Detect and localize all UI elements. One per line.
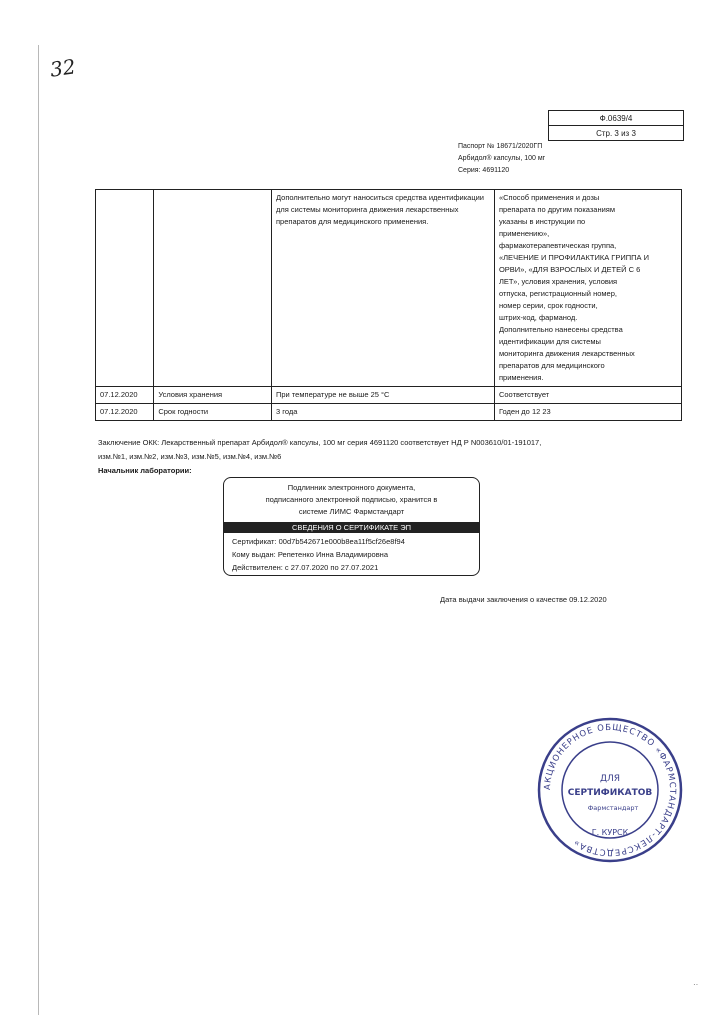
row3-result: Годен до 12 23 xyxy=(494,404,681,421)
row1-requirement: Дополнительно могут наноситься средства идентификации для системы мониторинга движения лекарственных препаратов для медицинского применения. xyxy=(272,190,495,387)
margin-line xyxy=(38,45,39,1015)
company-seal xyxy=(535,715,685,865)
conclusion xyxy=(98,436,618,478)
row2-requirement: При температуре не выше 25 °С xyxy=(272,387,495,404)
row3-date: 07.12.2020 xyxy=(96,404,154,421)
result-line: «Способ применения и дозы xyxy=(498,193,600,202)
stamp-head-1: Подлинник электронного документа, xyxy=(287,483,416,492)
row3-name: Срок годности xyxy=(154,404,272,421)
row2-name: Условия хранения xyxy=(154,387,272,404)
stamp-cert-header: СВЕДЕНИЯ О СЕРТИФИКАТЕ ЭП xyxy=(224,522,479,533)
stamp-cert-number: Сертификат: 00d7b542671e000b8ea11f5cf26e8f94 xyxy=(232,537,405,546)
stamp-issued-to: Кому выдан: Репетенко Инна Владимировна xyxy=(232,550,388,559)
table-row xyxy=(96,190,682,387)
row1-date xyxy=(96,190,154,387)
stamp-validity: Действителен: с 27.07.2020 по 27.07.2021 xyxy=(232,563,379,572)
seal-ring-text: АКЦИОНЕРНОЕ ОБЩЕСТВО «ФАРМСТАНДАРТ-ЛЕКСРЕДСТВА» xyxy=(542,722,678,858)
conclusion-line3: Начальник лаборатории: xyxy=(98,466,192,475)
row3-requirement: 3 года xyxy=(272,404,495,421)
result-line: указаны в инструкции по xyxy=(498,217,586,226)
result-line: ОРВИ», «ДЛЯ ВЗРОСЛЫХ И ДЕТЕЙ С 6 xyxy=(498,265,641,274)
stamp-head-2: подписанного электронной подписью, хранится в xyxy=(265,495,438,504)
conclusion-line2: изм.№1, изм.№2, изм.№3, изм.№5, изм.№4, изм.№6 xyxy=(98,452,282,461)
seal-center-3: Фармстандарт xyxy=(587,804,639,812)
scan-mark: ·· xyxy=(693,980,699,989)
result-line: номер серии, срок годности, xyxy=(498,301,598,310)
row2-result: Соответствует xyxy=(494,387,681,404)
result-line: препарата по другим показаниям xyxy=(498,205,616,214)
passport-number: Паспорт № 18671/2020ГП xyxy=(458,143,543,150)
handwritten-page-number: 32 xyxy=(48,54,77,82)
row1-result xyxy=(494,190,681,387)
passport-series: Серия: 4691120 xyxy=(458,167,510,174)
result-line: препаратов для медицинского xyxy=(498,361,605,370)
row2-date: 07.12.2020 xyxy=(96,387,154,404)
seal-city: Г. КУРСК xyxy=(591,828,629,837)
results-table xyxy=(95,189,682,421)
passport-product: Арбидол® капсулы, 100 мг xyxy=(458,155,546,162)
result-line: Дополнительно нанесены средства xyxy=(498,325,623,334)
result-line: фармакотерапевтическая группа, xyxy=(498,241,617,250)
result-line: применению», xyxy=(498,229,550,238)
form-code: Ф.0639/4 xyxy=(549,111,684,126)
row1-name xyxy=(154,190,272,387)
seal-center-1: ДЛЯ xyxy=(599,774,621,784)
result-line: мониторинга движения лекарственных xyxy=(498,349,635,358)
result-line: идентификации для системы xyxy=(498,337,601,346)
result-line: отпуска, регистрационный номер, xyxy=(498,289,617,298)
conclusion-line1: Заключение ОКК: Лекарственный препарат Арбидол® капсулы, 100 мг серия 4691120 соответствует НД Р N003610/01-191017, xyxy=(98,438,542,447)
result-line: «ЛЕЧЕНИЕ И ПРОФИЛАКТИКА ГРИППА И xyxy=(498,253,650,262)
table-row xyxy=(96,404,682,421)
e-signature-stamp xyxy=(223,477,480,576)
stamp-head-3: системе ЛИМС Фармстандарт xyxy=(298,507,405,516)
result-line: штрих-код, фарманод. xyxy=(498,313,578,322)
result-line: применения. xyxy=(498,373,544,382)
form-page: Стр. 3 из 3 xyxy=(549,126,684,141)
table-row xyxy=(96,387,682,404)
form-code-box xyxy=(548,110,684,141)
passport-info xyxy=(458,141,545,177)
seal-center-2: СЕРТИФИКАТОВ xyxy=(567,788,653,798)
issue-date: Дата выдачи заключения о качестве 09.12.2020 xyxy=(440,595,607,604)
result-line: ЛЕТ», условия хранения, условия xyxy=(498,277,618,286)
